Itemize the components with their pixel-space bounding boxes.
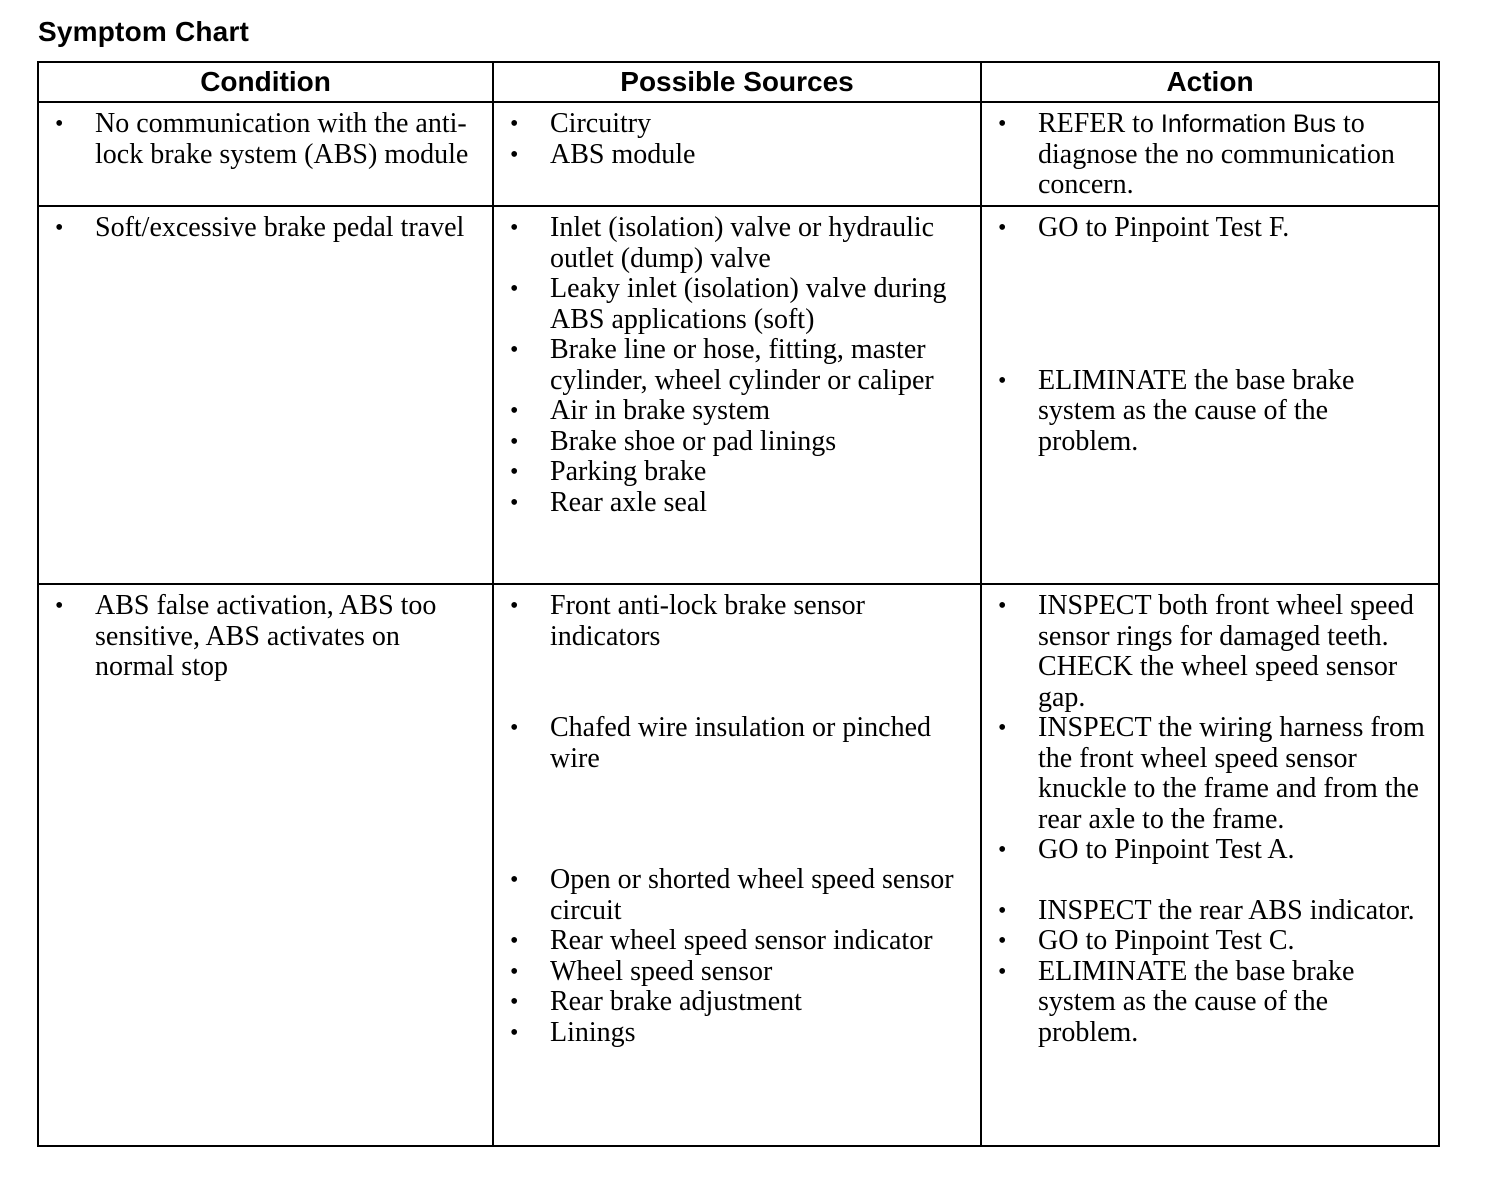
table-row (38, 584, 1439, 1146)
bullet-icon: • (510, 459, 519, 485)
sources-cell (493, 584, 981, 1146)
list-item: • Linings (510, 1016, 636, 1048)
bullet-icon: • (998, 837, 1007, 863)
list-item: • Chafed wire insulation or pinched wire (510, 712, 932, 774)
bullet-icon: • (998, 897, 1007, 924)
bullet-icon: • (998, 215, 1007, 241)
list-item: • ABS module (510, 138, 696, 170)
list-item: • Front anti-lock brake sensor indicators (510, 590, 865, 652)
list-item: • Rear brake adjustment (510, 986, 802, 1017)
action-cell (981, 102, 1439, 206)
list-item: • Rear axle seal (510, 486, 708, 518)
table-row (38, 102, 1439, 206)
list-item: • ELIMINATE the base brake system as the cause of the problem. (998, 955, 1355, 1048)
sources-cell (493, 206, 981, 584)
symptom-table (37, 61, 1440, 1147)
list-item: • GO to Pinpoint Test C. (998, 925, 1295, 956)
action-cell (981, 584, 1439, 1146)
list-item: • Brake shoe or pad linings (510, 425, 837, 457)
list-item: • No communication with the anti-lock brake system (ABS) module (55, 108, 469, 170)
list-item: • GO to Pinpoint Test A. (998, 834, 1295, 865)
bullet-icon: • (55, 593, 64, 619)
bullet-icon: • (510, 867, 519, 893)
bullet-icon: • (510, 276, 519, 302)
bullet-icon: • (998, 928, 1007, 954)
bullet-icon: • (998, 958, 1007, 985)
list-item: • GO to Pinpoint Test F. (998, 212, 1290, 243)
bullet-icon: • (510, 215, 519, 241)
list-item: • Wheel speed sensor (510, 955, 773, 987)
bullet-icon: • (55, 215, 64, 241)
sources-cell (493, 102, 981, 206)
header-possible-sources: Possible Sources (493, 62, 981, 102)
list-item: • INSPECT the rear ABS indicator. (998, 894, 1415, 926)
bullet-icon: • (998, 111, 1007, 137)
list-item: • Leaky inlet (isolation) valve during ABS applications (soft) (510, 273, 947, 335)
bullet-icon: • (510, 141, 519, 168)
bullet-icon: • (510, 489, 519, 516)
list-item: • Inlet (isolation) valve or hydraulic outlet (dump) valve (510, 212, 935, 274)
list-item: • ELIMINATE the base brake system as the cause of the problem. (998, 364, 1355, 457)
bullet-icon: • (998, 367, 1007, 394)
header-row (38, 62, 1439, 102)
header-condition: Condition (38, 62, 493, 102)
bullet-icon: • (510, 398, 519, 424)
list-item: • Brake line or hose, fitting, master cylinder, wheel cylinder or caliper (510, 334, 934, 396)
bullet-icon: • (998, 593, 1007, 619)
chart-title: Symptom Chart (38, 16, 250, 47)
list-item: • Air in brake system (510, 395, 771, 426)
header-action: Action (981, 62, 1439, 102)
table-row (38, 206, 1439, 584)
information-bus-ref: Information Bus (1160, 110, 1337, 138)
bullet-icon: • (510, 1019, 519, 1046)
list-item: • Circuitry (510, 108, 652, 139)
list-item: • REFER to Information Bus to diagnose the no communication concern. (998, 108, 1395, 200)
list-item: • Soft/excessive brake pedal travel (55, 212, 465, 243)
bullet-icon: • (510, 111, 519, 137)
bullet-icon: • (510, 428, 519, 455)
list-item: • Parking brake (510, 456, 707, 487)
bullet-icon: • (510, 958, 519, 985)
condition-cell (38, 206, 493, 584)
bullet-icon: • (510, 715, 519, 741)
bullet-icon: • (510, 593, 519, 619)
bullet-icon: • (510, 989, 519, 1015)
list-item: • INSPECT the wiring harness from the front wheel speed sensor knuckle to the frame and from the rear axle to the frame. (998, 712, 1425, 835)
list-item: • INSPECT both front wheel speed sensor rings for damaged teeth. CHECK the wheel speed sensor gap. (998, 590, 1414, 713)
bullet-icon: • (55, 111, 64, 137)
bullet-icon: • (510, 928, 519, 954)
list-item: • ABS false activation, ABS too sensitive, ABS activates on normal stop (55, 590, 437, 682)
condition-cell (38, 584, 493, 1146)
condition-cell (38, 102, 493, 206)
action-cell (981, 206, 1439, 584)
bullet-icon: • (998, 715, 1007, 741)
list-item: • Rear wheel speed sensor indicator (510, 925, 933, 956)
bullet-icon: • (510, 337, 519, 363)
list-item: • Open or shorted wheel speed sensor circuit (510, 864, 954, 926)
